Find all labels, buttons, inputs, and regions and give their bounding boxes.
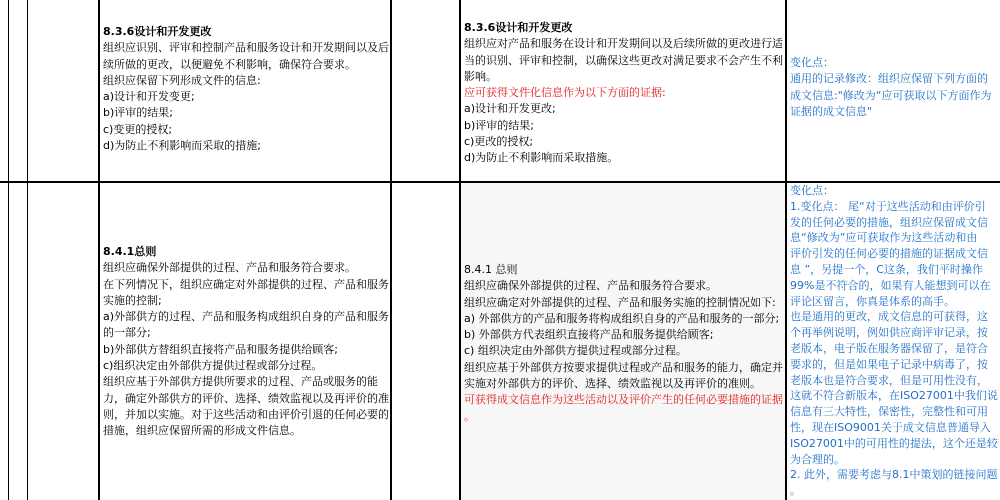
note-line: 也是通用的更改，成文信息的可获得，这: [790, 310, 988, 324]
note-line: 要求的，但是如果电子记录中病毒了，按: [790, 357, 988, 371]
note-line: 性，现在ISO9001关于成文信息普通导入: [790, 420, 991, 434]
note-line: 2. 此外，需要考虑与8.1中策划的链接问题: [790, 468, 998, 482]
note-line: 变化点：: [790, 56, 834, 69]
text-line: 组织应确保外部提供的过程、产品和服务符合要求。: [464, 279, 717, 293]
note-line: 通用的记录修改：组织应保留下列方面的: [790, 72, 988, 86]
list-item: d)为防止不利影响而采取措施。: [464, 151, 619, 165]
text-line: 措施，组织应保留所需的形成文件信息。: [103, 424, 301, 438]
clause-title: 8.4.1 总则: [464, 263, 518, 276]
note-line: ISO27001中的可用性的提法，这个还是较: [790, 436, 998, 450]
text-line: 组织应对产品和服务在设计和开发期间以及后续所做的更改进行适: [464, 37, 783, 51]
text-line: 组织应基于外部供方提供所要求的过程、产品或服务的能: [103, 375, 378, 389]
text-line: 实施的控制;: [103, 293, 162, 307]
grid-line: [27, 0, 28, 500]
grid-line: [98, 0, 100, 500]
note-line: 1.变化点： 尾“对于这些活动和由评价引: [790, 199, 986, 213]
note-line: 评价引发的任何必要的措施的证据成文信: [790, 247, 988, 261]
highlighted-change-line: 可获得成文信息作为这些活动以及评价产生的任何必要措施的证据: [464, 393, 783, 407]
note-line: 老版本，电子版在服务器保留了，是符合: [790, 341, 988, 355]
text-line: 组织应确保外部提供的过程、产品和服务符合要求。: [103, 261, 356, 275]
text-line: a)外部供方的过程、产品和服务构成组织自身的产品和服务: [103, 310, 389, 324]
grid-line: [785, 0, 787, 500]
note-line: 评论区留言，你真是体系的高手。: [790, 294, 955, 308]
text-line: 组织应确定对外部提供的过程、产品和服务实施的控制情况如下:: [464, 295, 776, 309]
text-line: 力，确定外部供方的评价、选择、绩效监视以及再评价的准: [103, 391, 389, 405]
text-line: 续所做的更改，以便避免不利影响，确保符合要求。: [103, 57, 356, 71]
text-line: 组织应保留下列形成文件的信息:: [103, 73, 261, 87]
text-line: c)变更的授权;: [103, 122, 173, 136]
new-version-cell-8-4-1: [464, 262, 784, 425]
note-line: 老版本也是符合要求，但是可用性没有，: [790, 373, 988, 387]
old-version-cell-8-4-1: [103, 244, 389, 440]
note-line: 成文信息:"修改为“应可获取以下方面作为: [790, 88, 992, 102]
note-line: 。: [790, 484, 801, 498]
clause-title: 8.3.6设计和开发更改: [464, 21, 573, 34]
text-line: a)设计和开发变更;: [103, 90, 195, 104]
list-item: c)更改的授权;: [464, 135, 534, 149]
text-line: c) 组织决定由外部供方提供过程或部分过程。: [464, 344, 687, 358]
text-line: b)外部供方替组织直接将产品和服务提供给顾客;: [103, 342, 338, 356]
text-line: 则，并加以实施。对于这些活动和由评价引退的任何必要的: [103, 407, 389, 421]
list-item: a)设计和开发更改;: [464, 102, 556, 116]
old-version-cell-8-3-6: [103, 24, 389, 154]
note-line: 息 ”，另提一个，C这条，我们平时操作: [790, 262, 983, 276]
text-line: 实施对外部供方的评价、选择、绩效监视以及再评价的准则。: [464, 377, 761, 391]
note-line: 变化点：: [790, 184, 834, 197]
grid-line: [459, 0, 461, 500]
text-line: a) 外部供方的产品和服务将构成组织自身的产品和服务的一部分;: [464, 311, 780, 325]
text-line: 组织应基于外部供方按要求提供过程或产品和服务的能力，确定并: [464, 360, 783, 374]
grid-line: [8, 0, 9, 500]
note-line: 99%是不符合的，如果有人能想到可以在: [790, 278, 991, 292]
text-line: 当的识别、评审和控制，以确保这些更改对满足要求不会产生不利: [464, 53, 783, 67]
clause-title: 8.3.6设计和开发更改: [103, 25, 212, 38]
text-line: d)为防止不利影响而采取的措施;: [103, 139, 261, 153]
text-line: 的一部分;: [103, 326, 151, 340]
note-line: 信息有三大特性，保密性，完整性和可用: [790, 405, 988, 419]
note-line: 为合理的。: [790, 452, 845, 466]
note-line: 个再举例说明，例如供应商评审记录，按: [790, 326, 988, 340]
text-line: c)组织决定由外部供方提供过程或部分过程。: [103, 359, 323, 373]
clause-title: 8.4.1总则: [103, 245, 157, 258]
text-line: b)评审的结果;: [103, 106, 173, 120]
grid-line: [390, 0, 392, 500]
change-note-cell-8-3-6: [790, 55, 998, 120]
text-line: 在下列情况下，组织应确定对外部提供的过程、产品和服务: [103, 277, 389, 291]
list-item: b)评审的结果;: [464, 118, 534, 132]
highlighted-change-line: 应可获得文件化信息作为以下方面的证据:: [464, 86, 666, 100]
new-version-cell-8-3-6: [464, 20, 784, 167]
note-line: 发的任何必要的措施，组织应保留成文信: [790, 215, 988, 229]
note-line: 证据的成文信息": [790, 104, 873, 118]
change-note-cell-8-4-1: [790, 183, 998, 499]
note-line: 这就不符合新版本，在ISO27001中我们说: [790, 389, 998, 403]
text-line: 影响。: [464, 69, 497, 83]
text-line: b) 外部供方代表组织直接将产品和服务提供给顾客;: [464, 328, 714, 342]
highlighted-change-line: 。: [464, 409, 475, 423]
text-line: 组织应识别、评审和控制产品和服务设计和开发期间以及后: [103, 41, 389, 55]
note-line: 息“修改为”应可获取作为这些活动和由: [790, 231, 978, 245]
